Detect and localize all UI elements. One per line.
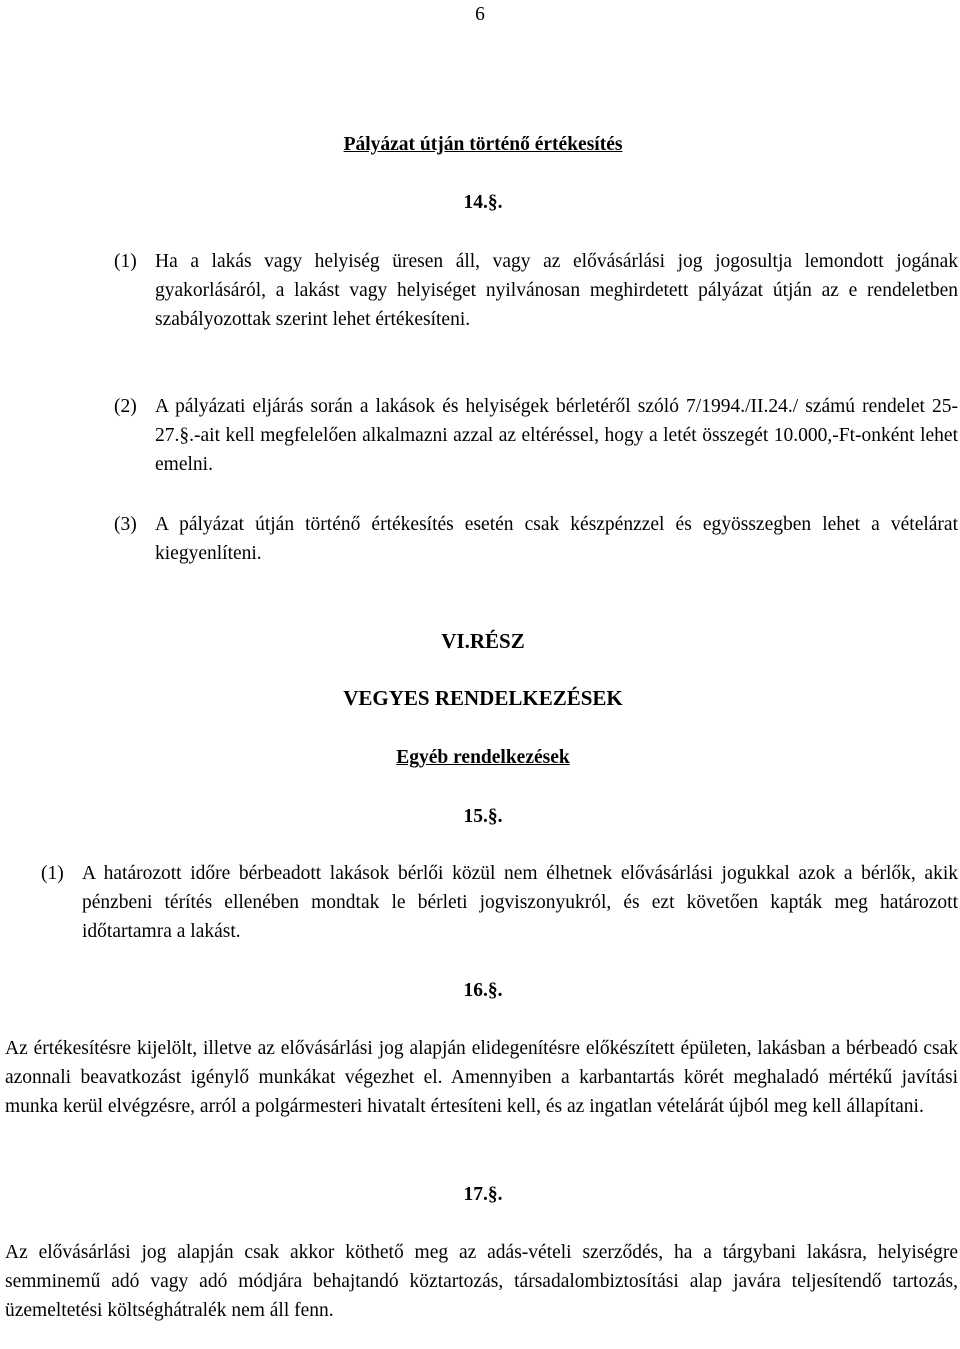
paragraph-16: Az értékesítésre kijelölt, illetve az elővásárlási jog alapján elidegenítésre előkészített épületen, lakásban a bérbeadó csak azonnali beavatkozást igénylő munkákat végezhet el. Amennyiben a karbantartás körét meghaladó mértékű javítási munka kerül elvégzésre, arról a polgármesteri hivatalt értesíteni kell, és az ingatlan vételárát újból meg kell állapítani. xyxy=(5,1038,958,1117)
paragraph-number-17: 17.§. xyxy=(463,1184,503,1205)
part-title: VEGYES RENDELKEZÉSEK xyxy=(343,686,623,710)
item-label: (2) xyxy=(114,396,137,417)
part-subtitle: Egyéb rendelkezések xyxy=(396,747,570,768)
paragraph-14-1 xyxy=(114,247,958,334)
paragraph-17: Az elővásárlási jog alapján csak akkor köthető meg az adás-vételi szerződés, ha a tárgybani lakásra, helyiségre semminemű adó vagy adó módjára behajtandó köztartozás, társadalombiztosítási alap javára teljesítendő tartozás, üzemeltetési költséghátralék nem áll fenn. xyxy=(5,1242,958,1321)
paragraph-number-16: 16.§. xyxy=(463,980,503,1001)
item-text: A pályázati eljárás során a lakások és helyiségek bérletéről szóló 7/1994./II.24./ számú rendelet 25-27.§.-ait kell megfelelően alkalmazni azzal az eltéréssel, hogy a letét összegét 10.000,-Ft-onként lehet emelni. xyxy=(155,396,958,475)
item-label: (1) xyxy=(114,251,137,272)
paragraph-14-3 xyxy=(114,510,958,568)
item-label: (1) xyxy=(41,863,64,884)
item-label: (3) xyxy=(114,514,137,535)
paragraph-number-15: 15.§. xyxy=(463,806,503,827)
paragraph-15-1 xyxy=(41,859,958,946)
part-number: VI.RÉSZ xyxy=(441,629,525,653)
item-text: Ha a lakás vagy helyiség üresen áll, vagy az elővásárlási jog jogosultja lemondott jogának gyakorlásáról, a lakást vagy helyiséget nyilvánosan meghirdetett pályázat útján az e rendeletben szabályozottak szerint lehet értékesíteni. xyxy=(155,251,958,330)
section-title: Pályázat útján történő értékesítés xyxy=(343,134,623,155)
item-text: A határozott időre bérbeadott lakások bérlői közül nem élhetnek elővásárlási jogukkal azok a bérlők, akik pénzbeni térítés ellenében mondtak le bérleti jogviszonyukról, és ezt követően kapták meg határozott időtartamra a lakást. xyxy=(82,863,958,942)
paragraph-14-2 xyxy=(114,392,958,479)
item-text: A pályázat útján történő értékesítés esetén csak készpénzzel és egyösszegben lehet a vételárat kiegyenlíteni. xyxy=(155,514,958,564)
page-number: 6 xyxy=(475,4,485,25)
paragraph-number-14: 14.§. xyxy=(463,192,503,213)
